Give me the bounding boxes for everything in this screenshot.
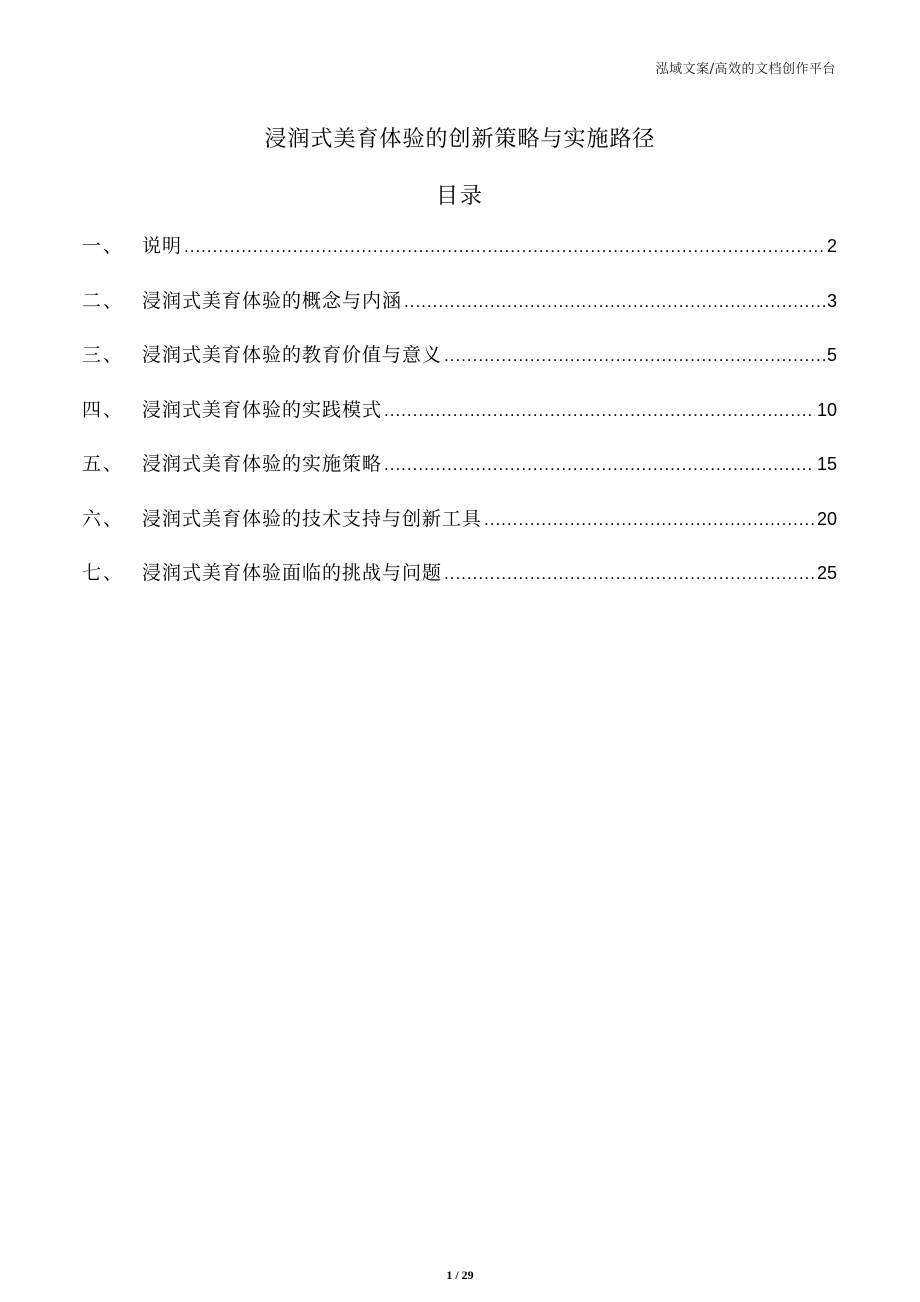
toc-entry-page: 20 [816,508,837,529]
toc-dot-leader [444,346,825,366]
toc-entry-title: 浸润式美育体验的教育价值与意义 [142,344,443,366]
toc-entry-page: 5 [826,345,837,365]
toc-entry[interactable] [82,340,837,395]
toc-dot-leader [184,237,825,257]
toc-dot-leader [404,292,825,312]
toc-dot-leader [444,564,815,584]
header-note: 泓域文案/高效的文档创作平台 [655,62,836,77]
toc-entry[interactable] [82,558,837,613]
toc-heading: 目录 [435,184,484,209]
toc-entry-title: 说明 [142,235,183,257]
toc-entry[interactable] [82,504,837,559]
toc-entry-title: 浸润式美育体验面临的挑战与问题 [142,562,443,584]
document-title: 浸润式美育体验的创新策略与实施路径 [264,127,656,152]
toc-entry[interactable] [82,449,837,504]
page-number-indicator: 1 / 29 [446,1268,474,1282]
toc-dot-leader [384,455,815,475]
toc-entry-page: 15 [816,454,837,474]
toc-entry-number: 一、 [82,235,125,257]
toc-entry[interactable] [82,231,837,286]
toc-entry-title: 浸润式美育体验的实践模式 [142,398,383,421]
toc-entry-page: 10 [816,399,837,420]
toc-entry-title: 浸润式美育体验的实施策略 [142,453,383,475]
toc-entry-number: 四、 [82,398,125,421]
table-of-contents [82,231,837,613]
toc-entry-title: 浸润式美育体验的技术支持与创新工具 [142,507,483,530]
toc-entry-title: 浸润式美育体验的概念与内涵 [142,289,403,312]
toc-entry[interactable] [82,395,837,450]
toc-entry-number: 三、 [82,344,125,366]
toc-entry-number: 五、 [82,453,125,475]
toc-dot-leader [384,401,815,421]
toc-entry-number: 七、 [82,562,125,584]
toc-entry[interactable] [82,286,837,341]
toc-dot-leader [484,510,815,530]
toc-entry-page: 3 [826,290,837,311]
toc-entry-number: 二、 [82,289,125,312]
toc-entry-page: 2 [826,236,837,256]
toc-entry-page: 25 [816,563,837,583]
toc-entry-number: 六、 [82,507,125,530]
